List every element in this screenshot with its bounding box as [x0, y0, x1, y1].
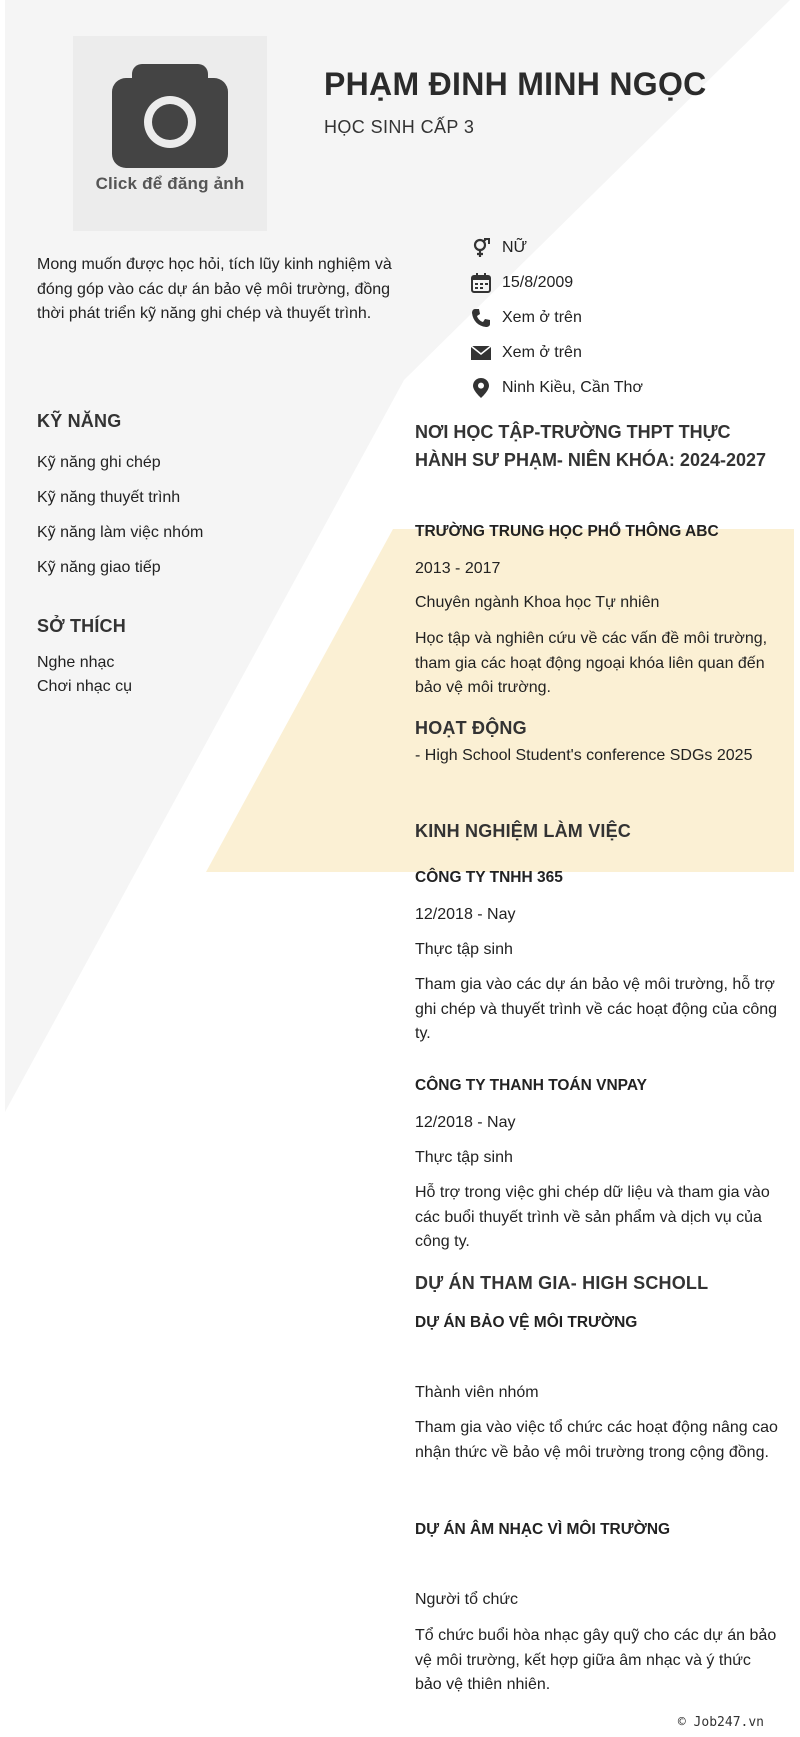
job-company: CÔNG TY THANH TOÁN VNPAY [415, 1077, 647, 1094]
education-title: NƠI HỌC TẬP-TRƯỜNG THPT THỰC HÀNH SƯ PHẠM- NIÊN KHÓA: 2024-2027 [415, 422, 767, 470]
skill-item: Kỹ năng làm việc nhóm [37, 524, 204, 541]
project-name: DỰ ÁN ÂM NHẠC VÌ MÔI TRƯỜNG [415, 1521, 671, 1538]
photo-placeholder[interactable] [73, 36, 267, 231]
footer-watermark: © Job247.vn [677, 1715, 764, 1730]
project-role: Thành viên nhóm [415, 1384, 539, 1401]
phone-icon [470, 307, 492, 329]
job-role: Thực tập sinh [415, 1149, 513, 1166]
project-name: DỰ ÁN BẢO VỆ MÔI TRƯỜNG [415, 1314, 638, 1331]
education-period: 2013 - 2017 [415, 560, 501, 577]
skills-title: KỸ NĂNG [37, 411, 122, 431]
location-icon [470, 377, 492, 399]
contact-list [470, 230, 790, 405]
contact-address-text: Ninh Kiều, Cần Thơ [502, 378, 643, 396]
candidate-title: HỌC SINH CẤP 3 [324, 117, 475, 137]
education-major: Chuyên ngành Khoa học Tự nhiên [415, 594, 660, 611]
job-period: 12/2018 - Nay [415, 906, 516, 923]
hobby-item: Chơi nhạc cụ [37, 678, 132, 695]
project-description: Tổ chức buổi hòa nhạc gây quỹ cho các dự án bảo vệ môi trường, kết hợp giữa âm nhạc và ý thức bảo vệ thiên nhiên. [415, 1627, 777, 1693]
skill-item: Kỹ năng giao tiếp [37, 559, 161, 576]
camera-icon [112, 64, 228, 168]
job-description: Hỗ trợ trong việc ghi chép dữ liệu và tham gia vào các buổi thuyết trình về sản phẩm và dịch vụ của công ty. [415, 1184, 770, 1250]
project-description: Tham gia vào việc tổ chức các hoạt động nâng cao nhận thức về bảo vệ môi trường trong cộng đồng. [415, 1419, 778, 1461]
education-school: TRƯỜNG TRUNG HỌC PHỔ THÔNG ABC [415, 523, 719, 540]
gender-icon [470, 237, 492, 259]
contact-phone [470, 300, 790, 335]
contact-email-text: Xem ở trên [502, 343, 582, 361]
calendar-icon [470, 272, 492, 294]
contact-address [470, 370, 790, 405]
mail-icon [470, 342, 492, 364]
contact-email [470, 335, 790, 370]
job-company: CÔNG TY TNHH 365 [415, 869, 563, 886]
skills-list [37, 445, 377, 585]
skill-item: Kỹ năng ghi chép [37, 454, 161, 471]
contact-gender-text: NỮ [502, 238, 528, 256]
hobby-item: Nghe nhạc [37, 654, 115, 671]
career-objective: Mong muốn được học hỏi, tích lũy kinh nghiệm và đóng góp vào các dự án bảo vệ môi trường, đồng thời phát triển kỹ năng ghi chép và thuyết trình. [37, 256, 392, 322]
candidate-name: PHẠM ĐINH MINH NGỌC [324, 66, 707, 102]
hobbies-list [37, 651, 132, 699]
hobbies-title: SỞ THÍCH [37, 616, 126, 636]
education-description: Học tập và nghiên cứu về các vấn đề môi trường, tham gia các hoạt động ngoại khóa liên quan đến bảo vệ môi trường. [415, 630, 768, 696]
activities-title: HOẠT ĐỘNG [415, 718, 527, 738]
experience-title: KINH NGHIỆM LÀM VIỆC [415, 821, 632, 841]
contact-birthday-text: 15/8/2009 [502, 273, 574, 291]
job-period: 12/2018 - Nay [415, 1114, 516, 1131]
projects-title: DỰ ÁN THAM GIA- HIGH SCHOLL [415, 1273, 709, 1293]
skill-item: Kỹ năng thuyết trình [37, 489, 181, 506]
job-description: Tham gia vào các dự án bảo vệ môi trường, hỗ trợ ghi chép và thuyết trình về các hoạt động của công ty. [415, 976, 778, 1042]
photo-label: Click để đăng ảnh [95, 174, 245, 193]
activities-text: - High School Student's conference SDGs 2025 [415, 747, 753, 764]
job-role: Thực tập sinh [415, 941, 513, 958]
contact-phone-text: Xem ở trên [502, 308, 582, 326]
project-role: Người tổ chức [415, 1591, 519, 1608]
contact-gender [470, 230, 790, 265]
contact-birthday [470, 265, 790, 300]
